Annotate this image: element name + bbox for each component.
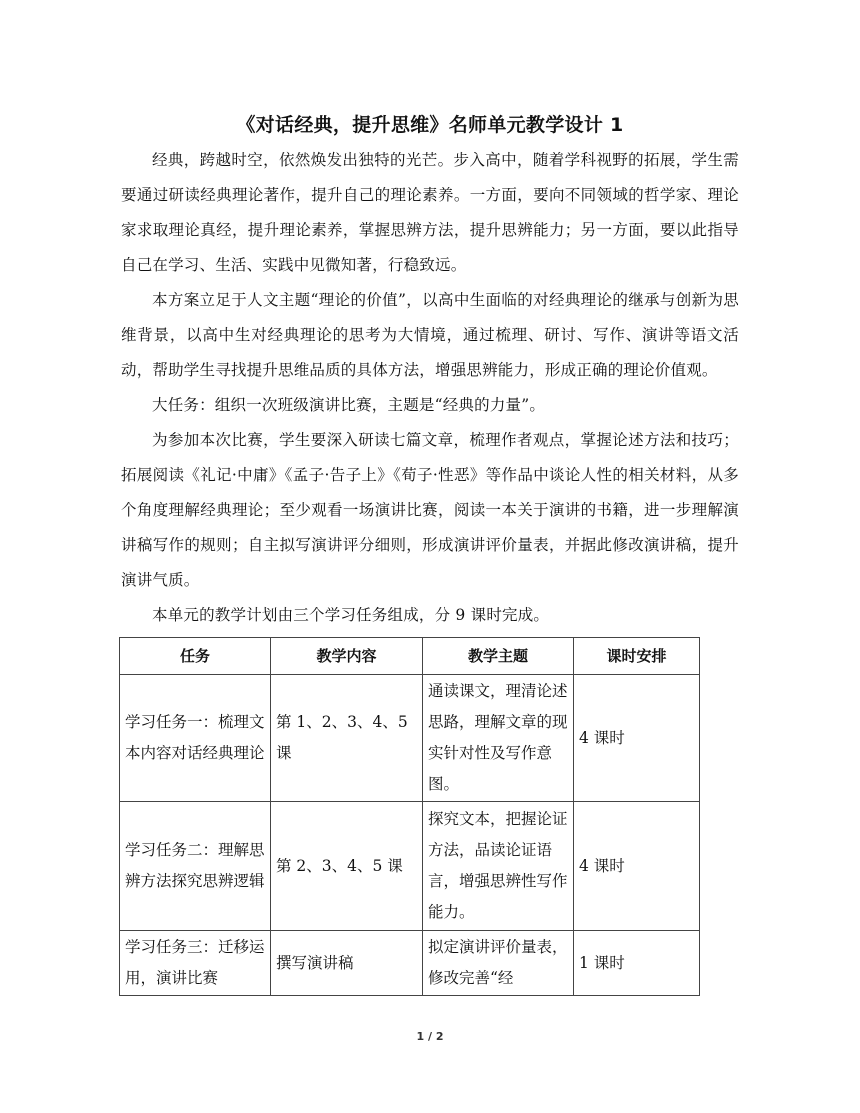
cell-task: 学习任务一：梳理文本内容对话经典理论 bbox=[120, 675, 271, 802]
document-body bbox=[121, 143, 739, 633]
header-task: 任务 bbox=[120, 638, 271, 675]
paragraph-intro: 经典，跨越时空，依然焕发出独特的光芒。步入高中，随着学科视野的拓展，学生需要通过研读经典理论著作，提升自己的理论素养。一方面，要向不同领域的哲学家、理论家求取理论真经，提升理论素养，掌握思辨方法，提升思辨能力；另一方面，要以此指导自己在学习、生活、实践中见微知著，行稳致远。 bbox=[121, 151, 739, 274]
table-header-row bbox=[120, 638, 700, 675]
cell-content: 第 1、2、3、4、5 课 bbox=[271, 675, 423, 802]
cell-hours: 1 课时 bbox=[574, 931, 700, 996]
table-row bbox=[120, 802, 700, 931]
paragraph-schedule: 本单元的教学计划由三个学习任务组成，分 9 课时完成。 bbox=[152, 606, 550, 624]
cell-task: 学习任务二：理解思辨方法探究思辨逻辑 bbox=[120, 802, 271, 931]
cell-theme-text: 拟定演讲评价量表，修改完善“经 bbox=[428, 938, 568, 987]
cell-hours: 4 课时 bbox=[574, 802, 700, 931]
page-indicator: 1 / 2 bbox=[416, 1030, 444, 1043]
paragraph-preparation: 为参加本次比赛，学生要深入研读七篇文章，梳理作者观点，掌握论述方法和技巧；拓展阅读《礼记·中庸》《孟子·告子上》《荀子·性恶》等作品中谈论人性的相关材料，从多个角度理解经典理论；至少观看一场演讲比赛，阅读一本关于演讲的书籍，进一步理解演讲稿写作的规则；自主拟写演讲评分细则，形成演讲评价量表，并据此修改演讲稿，提升演讲气质。 bbox=[121, 431, 739, 589]
cell-content: 第 2、3、4、5 课 bbox=[271, 802, 423, 931]
cell-theme: 探究文本，把握论证方法，品读论证语言，增强思辨性写作能力。 bbox=[423, 802, 574, 931]
header-hours: 课时安排 bbox=[574, 638, 700, 675]
header-content: 教学内容 bbox=[271, 638, 423, 675]
cell-hours: 4 课时 bbox=[574, 675, 700, 802]
teaching-plan-table bbox=[119, 637, 700, 996]
table-row bbox=[120, 675, 700, 802]
cell-task: 学习任务三：迁移运用，演讲比赛 bbox=[120, 931, 271, 996]
document-title: 《对话经典，提升思维》名师单元教学设计 1 bbox=[236, 114, 624, 136]
cell-content: 撰写演讲稿 bbox=[271, 931, 423, 996]
paragraph-main-task: 大任务：组织一次班级演讲比赛，主题是“经典的力量”。 bbox=[152, 396, 546, 414]
cell-theme bbox=[423, 931, 574, 996]
table-row bbox=[120, 931, 700, 996]
cell-theme: 通读课文，理清论述思路，理解文章的现实针对性及写作意图。 bbox=[423, 675, 574, 802]
header-theme: 教学主题 bbox=[423, 638, 574, 675]
paragraph-plan: 本方案立足于人文主题“理论的价值”，以高中生面临的对经典理论的继承与创新为思维背景，以高中生对经典理论的思考为大情境，通过梳理、研讨、写作、演讲等语文活动，帮助学生寻找提升思维品质的具体方法，增强思辨能力，形成正确的理论价值观。 bbox=[121, 291, 739, 379]
